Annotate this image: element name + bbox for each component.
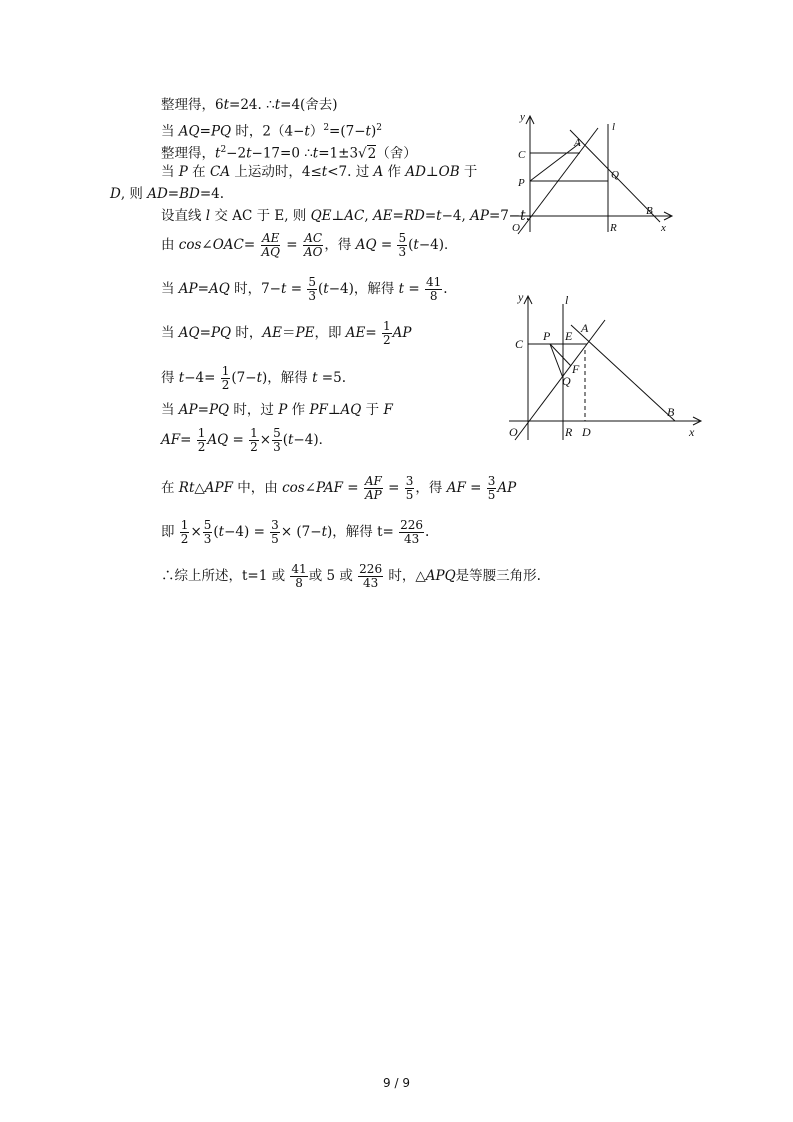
fraction xyxy=(180,519,190,546)
denominator: 8 xyxy=(295,576,303,590)
var: PQ xyxy=(208,402,230,418)
text: 上运动时，4≤ xyxy=(230,164,322,180)
var: t xyxy=(256,370,262,386)
text: = xyxy=(383,480,404,496)
line-14 xyxy=(161,519,429,546)
exponent: 2 xyxy=(220,145,227,155)
text: 交 AC 于 E, 则 xyxy=(210,208,311,224)
numerator: 3 xyxy=(271,518,279,532)
text: = xyxy=(365,325,381,341)
var: AD xyxy=(147,186,168,202)
line-13 xyxy=(161,475,516,502)
text: )，解得 t= xyxy=(327,524,399,540)
var: t xyxy=(287,432,294,448)
denominator: 2 xyxy=(382,333,391,347)
numerator: 1 xyxy=(221,364,230,378)
page-number: 9 / 9 xyxy=(383,1076,410,1090)
var: AF xyxy=(161,432,181,448)
denominator: 3 xyxy=(203,532,212,546)
label-P: P xyxy=(543,329,551,343)
fraction xyxy=(382,320,392,347)
var: AQ xyxy=(207,432,229,448)
var: BD xyxy=(179,186,200,202)
var: OB xyxy=(438,164,460,180)
label-R: R xyxy=(610,222,617,234)
numerator: 5 xyxy=(308,275,316,289)
text: . xyxy=(443,281,448,297)
var: AF xyxy=(446,480,466,496)
figure-2 xyxy=(505,290,705,445)
var: AP xyxy=(497,480,517,496)
line-12 xyxy=(161,427,332,454)
var: △APQ xyxy=(415,568,456,584)
text: −17=0 ∴ xyxy=(251,145,313,162)
var: QE xyxy=(310,208,332,224)
label-O: O xyxy=(512,222,520,234)
denominator: 43 xyxy=(403,532,420,546)
text: × (7− xyxy=(280,524,322,540)
text: = xyxy=(180,432,196,448)
fraction xyxy=(425,276,442,303)
text: ( xyxy=(282,432,288,448)
text: =(7− xyxy=(329,123,366,140)
denominator: 2 xyxy=(197,440,206,454)
var: t xyxy=(365,123,371,140)
text: ＝ xyxy=(282,325,296,341)
label-C: C xyxy=(518,149,526,161)
text: = xyxy=(199,325,211,341)
var: AP xyxy=(470,208,489,224)
line-2 xyxy=(161,119,382,141)
var: PF xyxy=(309,402,328,418)
var: RD xyxy=(403,208,425,224)
text: =1±3 xyxy=(318,145,359,162)
line-9 xyxy=(161,320,411,347)
var: t xyxy=(312,145,319,162)
fraction xyxy=(260,232,281,259)
var: t xyxy=(312,370,318,386)
text: = xyxy=(465,480,486,496)
text: =4. xyxy=(199,186,225,202)
var: t xyxy=(321,164,328,180)
numerator: AE xyxy=(262,231,280,245)
fraction xyxy=(203,519,213,546)
line-6 xyxy=(161,207,530,225)
label-E: E xyxy=(565,329,573,343)
text: ，即 xyxy=(314,325,346,341)
text: 时， xyxy=(231,325,263,341)
denominator: 8 xyxy=(429,289,438,303)
numerator: 226 xyxy=(359,562,383,576)
numerator: 41 xyxy=(426,275,442,289)
text: ，得 xyxy=(324,237,356,253)
numerator: 41 xyxy=(291,562,307,576)
var: AD xyxy=(405,164,426,180)
fraction xyxy=(487,475,497,502)
figure-1 xyxy=(508,110,678,240)
label-y: y xyxy=(518,290,524,304)
var: t xyxy=(218,524,225,540)
denominator: 5 xyxy=(405,488,414,502)
denominator: 5 xyxy=(487,488,496,502)
numerator: 1 xyxy=(382,319,391,333)
var: AQ xyxy=(178,325,200,341)
text: = xyxy=(392,208,404,224)
text: 时， xyxy=(384,568,416,584)
text: = xyxy=(228,432,249,448)
var: t xyxy=(280,281,287,297)
label-Q: Q xyxy=(611,169,619,181)
line-15 xyxy=(161,563,541,590)
segment-PQ xyxy=(550,344,563,378)
text: 整理得，6 xyxy=(161,97,224,113)
fraction xyxy=(307,276,317,303)
text: 当 xyxy=(161,325,179,341)
text: = xyxy=(197,281,209,297)
text: . xyxy=(525,208,530,224)
var: AQ xyxy=(355,237,377,253)
var: A xyxy=(373,164,384,180)
var: t xyxy=(436,208,442,224)
numerator: 5 xyxy=(203,518,212,532)
denominator: 2 xyxy=(250,440,258,454)
text: (7− xyxy=(231,370,257,386)
text: =24. ∴ xyxy=(229,97,275,113)
text: 当 xyxy=(161,123,179,140)
text: × xyxy=(190,524,202,540)
var: t xyxy=(413,237,419,253)
text: 当 xyxy=(161,281,179,297)
fraction xyxy=(197,427,207,454)
text: , 则 xyxy=(120,186,148,202)
text: ⊥ xyxy=(331,208,345,224)
text: −4)． xyxy=(293,432,333,448)
text: 在 xyxy=(161,480,179,496)
text: ( xyxy=(213,524,219,540)
fraction xyxy=(399,519,424,546)
text: =5. xyxy=(317,370,346,386)
text: 当 xyxy=(161,164,179,180)
text: = xyxy=(282,237,302,253)
numerator: 5 xyxy=(273,426,281,440)
var: CA xyxy=(209,164,231,180)
text: −4, xyxy=(441,208,471,224)
text: = xyxy=(197,402,209,418)
var: t xyxy=(304,123,310,140)
text: 中，由 xyxy=(232,480,283,496)
fraction xyxy=(405,475,415,502)
var: t xyxy=(223,97,230,113)
var: t xyxy=(274,97,281,113)
var: t xyxy=(178,370,185,386)
denominator: 3 xyxy=(308,289,316,303)
text: ） xyxy=(309,123,324,140)
text: 即 xyxy=(161,524,179,540)
text: . xyxy=(425,524,430,540)
var: PQ xyxy=(210,325,232,341)
text: −4) = xyxy=(224,524,270,540)
text: 由 xyxy=(161,237,179,253)
text: 作 xyxy=(383,164,406,180)
label-l: l xyxy=(612,121,616,133)
fraction xyxy=(358,563,383,590)
text: 时，7− xyxy=(229,281,281,297)
denominator: AP xyxy=(364,488,382,502)
text: × xyxy=(259,432,272,448)
var: l xyxy=(205,208,211,224)
label-C: C xyxy=(515,337,524,351)
denominator: 5 xyxy=(271,532,279,546)
text: 或 5 或 xyxy=(308,568,358,584)
exponent: 2 xyxy=(323,123,330,133)
label-Q: Q xyxy=(562,374,571,388)
text: 当 xyxy=(161,402,179,418)
line-1 xyxy=(161,96,338,114)
numerator: 1 xyxy=(180,518,189,532)
line-5 xyxy=(110,185,224,203)
line-11 xyxy=(161,401,393,419)
var: t xyxy=(215,145,221,162)
label-A: A xyxy=(574,137,581,149)
fraction xyxy=(290,563,307,590)
text: 设直线 xyxy=(161,208,206,224)
text: ( xyxy=(408,237,414,253)
var: P xyxy=(178,164,188,180)
var: AE xyxy=(345,325,366,341)
denominator: 43 xyxy=(362,576,379,590)
var: PE xyxy=(295,325,315,341)
text: = xyxy=(243,237,260,253)
text: 于 xyxy=(361,402,384,418)
var: t xyxy=(246,145,252,162)
var: t xyxy=(323,281,329,297)
fraction xyxy=(270,519,280,546)
var: D xyxy=(110,186,121,202)
segment-PF xyxy=(550,344,571,366)
text: = xyxy=(286,281,307,297)
text: −4= xyxy=(184,370,220,386)
text: 是等腰三角形. xyxy=(455,568,541,584)
label-B: B xyxy=(667,405,675,419)
var: PQ xyxy=(210,123,232,140)
label-x: x xyxy=(689,425,695,439)
numerator: 1 xyxy=(250,426,258,440)
denominator: 2 xyxy=(180,532,189,546)
text: ) xyxy=(370,123,377,140)
text: , xyxy=(364,208,373,224)
text: ⊥ xyxy=(327,402,341,418)
sqrt-sign: √ xyxy=(358,145,367,162)
var: F xyxy=(383,402,393,418)
numerator: 1 xyxy=(197,426,206,440)
fraction xyxy=(221,365,231,392)
numerator: 3 xyxy=(487,474,496,488)
text: =7− xyxy=(488,208,521,224)
text: 时，2（4− xyxy=(231,123,305,140)
text: =4(舍去) xyxy=(280,97,338,113)
denominator: AQ xyxy=(261,245,280,259)
var: AQ xyxy=(208,281,230,297)
text: −4)． xyxy=(418,237,458,253)
label-l: l xyxy=(565,293,569,307)
fraction xyxy=(272,427,282,454)
var: P xyxy=(278,402,288,418)
line-8 xyxy=(161,276,448,303)
radicand: 2 xyxy=(367,145,377,162)
var: AP xyxy=(392,325,412,341)
label-D: D xyxy=(582,425,591,439)
numerator: 3 xyxy=(405,474,414,488)
text: <7. 过 xyxy=(327,164,374,180)
denominator: AO xyxy=(303,245,323,259)
var: cos∠OAC xyxy=(178,237,244,253)
label-x: x xyxy=(661,222,666,234)
numerator: 226 xyxy=(400,518,424,532)
text: 作 xyxy=(287,402,310,418)
label-F: F xyxy=(572,362,580,376)
line-4 xyxy=(161,163,477,181)
numerator: 5 xyxy=(398,231,407,245)
label-O: O xyxy=(509,425,518,439)
denominator: 3 xyxy=(273,440,281,454)
var: AP xyxy=(178,281,198,297)
denominator: 3 xyxy=(398,245,407,259)
text: （舍） xyxy=(376,145,417,162)
text: 时，过 xyxy=(229,402,279,418)
text: 于 xyxy=(459,164,478,180)
text: ，得 xyxy=(415,480,447,496)
var: cos∠PAF xyxy=(282,480,343,496)
numerator: AF xyxy=(364,474,382,488)
var: Rt△APF xyxy=(178,480,233,496)
text: ( xyxy=(317,281,324,297)
denominator: 2 xyxy=(221,378,230,392)
label-B: B xyxy=(646,205,653,217)
fraction xyxy=(249,427,259,454)
text: = xyxy=(404,281,424,297)
text: )，解得 xyxy=(262,370,313,386)
line-3 xyxy=(161,141,417,163)
var: AE xyxy=(372,208,393,224)
text: 整理得， xyxy=(161,145,215,162)
text: = xyxy=(424,208,437,224)
label-y: y xyxy=(520,111,525,123)
text: = xyxy=(199,123,211,140)
var: AC xyxy=(344,208,365,224)
var: AE xyxy=(262,325,282,341)
var: AQ xyxy=(340,402,362,418)
label-A: A xyxy=(581,321,589,335)
var: AP xyxy=(178,402,198,418)
exponent: 2 xyxy=(376,123,382,133)
text: −4)，解得 xyxy=(328,281,399,297)
text: 得 xyxy=(161,370,179,386)
text: 在 xyxy=(187,164,210,180)
text: = xyxy=(167,186,180,202)
text: ∴综上所述，t=1 或 xyxy=(161,568,290,584)
var: t xyxy=(321,524,328,540)
var: AQ xyxy=(178,123,200,140)
label-R: R xyxy=(565,425,573,439)
text: −2 xyxy=(226,145,247,162)
fraction xyxy=(364,475,383,502)
line-AB xyxy=(571,325,675,421)
fraction xyxy=(397,232,407,259)
numerator: AC xyxy=(304,231,323,245)
text: = xyxy=(376,237,397,253)
line-7 xyxy=(161,232,457,259)
fraction xyxy=(303,232,324,259)
line-10 xyxy=(161,365,346,392)
text: = xyxy=(342,480,363,496)
var: t xyxy=(520,208,526,224)
label-P: P xyxy=(518,177,525,189)
text: ⊥ xyxy=(425,164,439,180)
var: t xyxy=(398,281,405,297)
